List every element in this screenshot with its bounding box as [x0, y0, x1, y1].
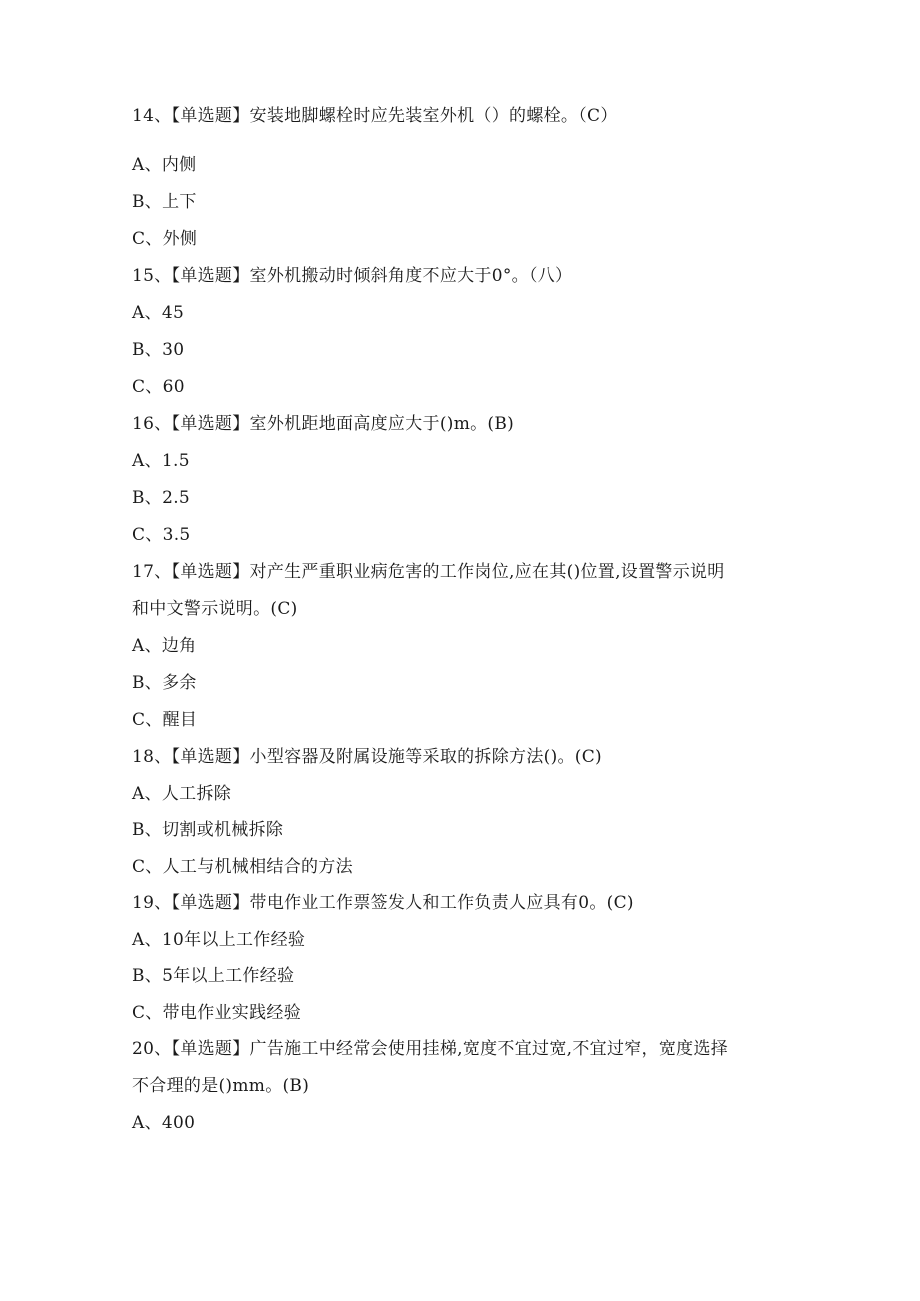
question-20-stem-line2: 不合理的是()mm。(B)	[132, 1076, 310, 1096]
question-17-option-a: A、边角	[132, 636, 197, 656]
question-17-option-c: C、醒目	[132, 710, 198, 730]
question-14-option-a: A、内侧	[132, 155, 197, 175]
question-18-stem: 18、【单选题】小型容器及附属设施等采取的拆除方法()。(C)	[132, 747, 602, 767]
question-14-stem: 14、【单选题】安装地脚螺栓时应先装室外机（）的螺栓。（C）	[132, 106, 618, 126]
question-19-option-a: A、10年以上工作经验	[132, 930, 306, 950]
question-14-option-c: C、外侧	[132, 229, 198, 249]
question-16-option-c: C、3.5	[132, 525, 191, 545]
question-16-option-b: B、2.5	[132, 488, 191, 508]
question-16-stem: 16、【单选题】室外机距地面高度应大于()m。(B)	[132, 414, 515, 434]
question-18-option-c: C、人工与机械相结合的方法	[132, 857, 353, 877]
question-18-option-b: B、切割或机械拆除	[132, 820, 284, 840]
question-15-option-b: B、30	[132, 340, 185, 360]
question-20-stem-line1: 20、【单选题】广告施工中经常会使用挂梯,宽度不宜过宽,不宜过窄，宽度选择	[132, 1039, 729, 1059]
question-16-option-a: A、1.5	[132, 451, 190, 471]
question-20-option-a: A、400	[132, 1113, 196, 1133]
question-19-option-c: C、带电作业实践经验	[132, 1003, 302, 1023]
question-17-option-b: B、多余	[132, 673, 197, 693]
question-17-stem-line1: 17、【单选题】对产生严重职业病危害的工作岗位,应在其()位置,设置警示说明	[132, 562, 725, 582]
question-19-stem: 19、【单选题】带电作业工作票签发人和工作负责人应具有0。(C)	[132, 893, 634, 913]
question-18-option-a: A、人工拆除	[132, 784, 232, 804]
question-15-option-a: A、45	[132, 303, 185, 323]
question-19-option-b: B、5年以上工作经验	[132, 966, 295, 986]
question-14-option-b: B、上下	[132, 192, 197, 212]
question-15-option-c: C、60	[132, 377, 185, 397]
question-15-stem: 15、【单选题】室外机搬动时倾斜角度不应大于0°。（八）	[132, 266, 573, 286]
question-17-stem-line2: 和中文警示说明。(C)	[132, 599, 298, 619]
